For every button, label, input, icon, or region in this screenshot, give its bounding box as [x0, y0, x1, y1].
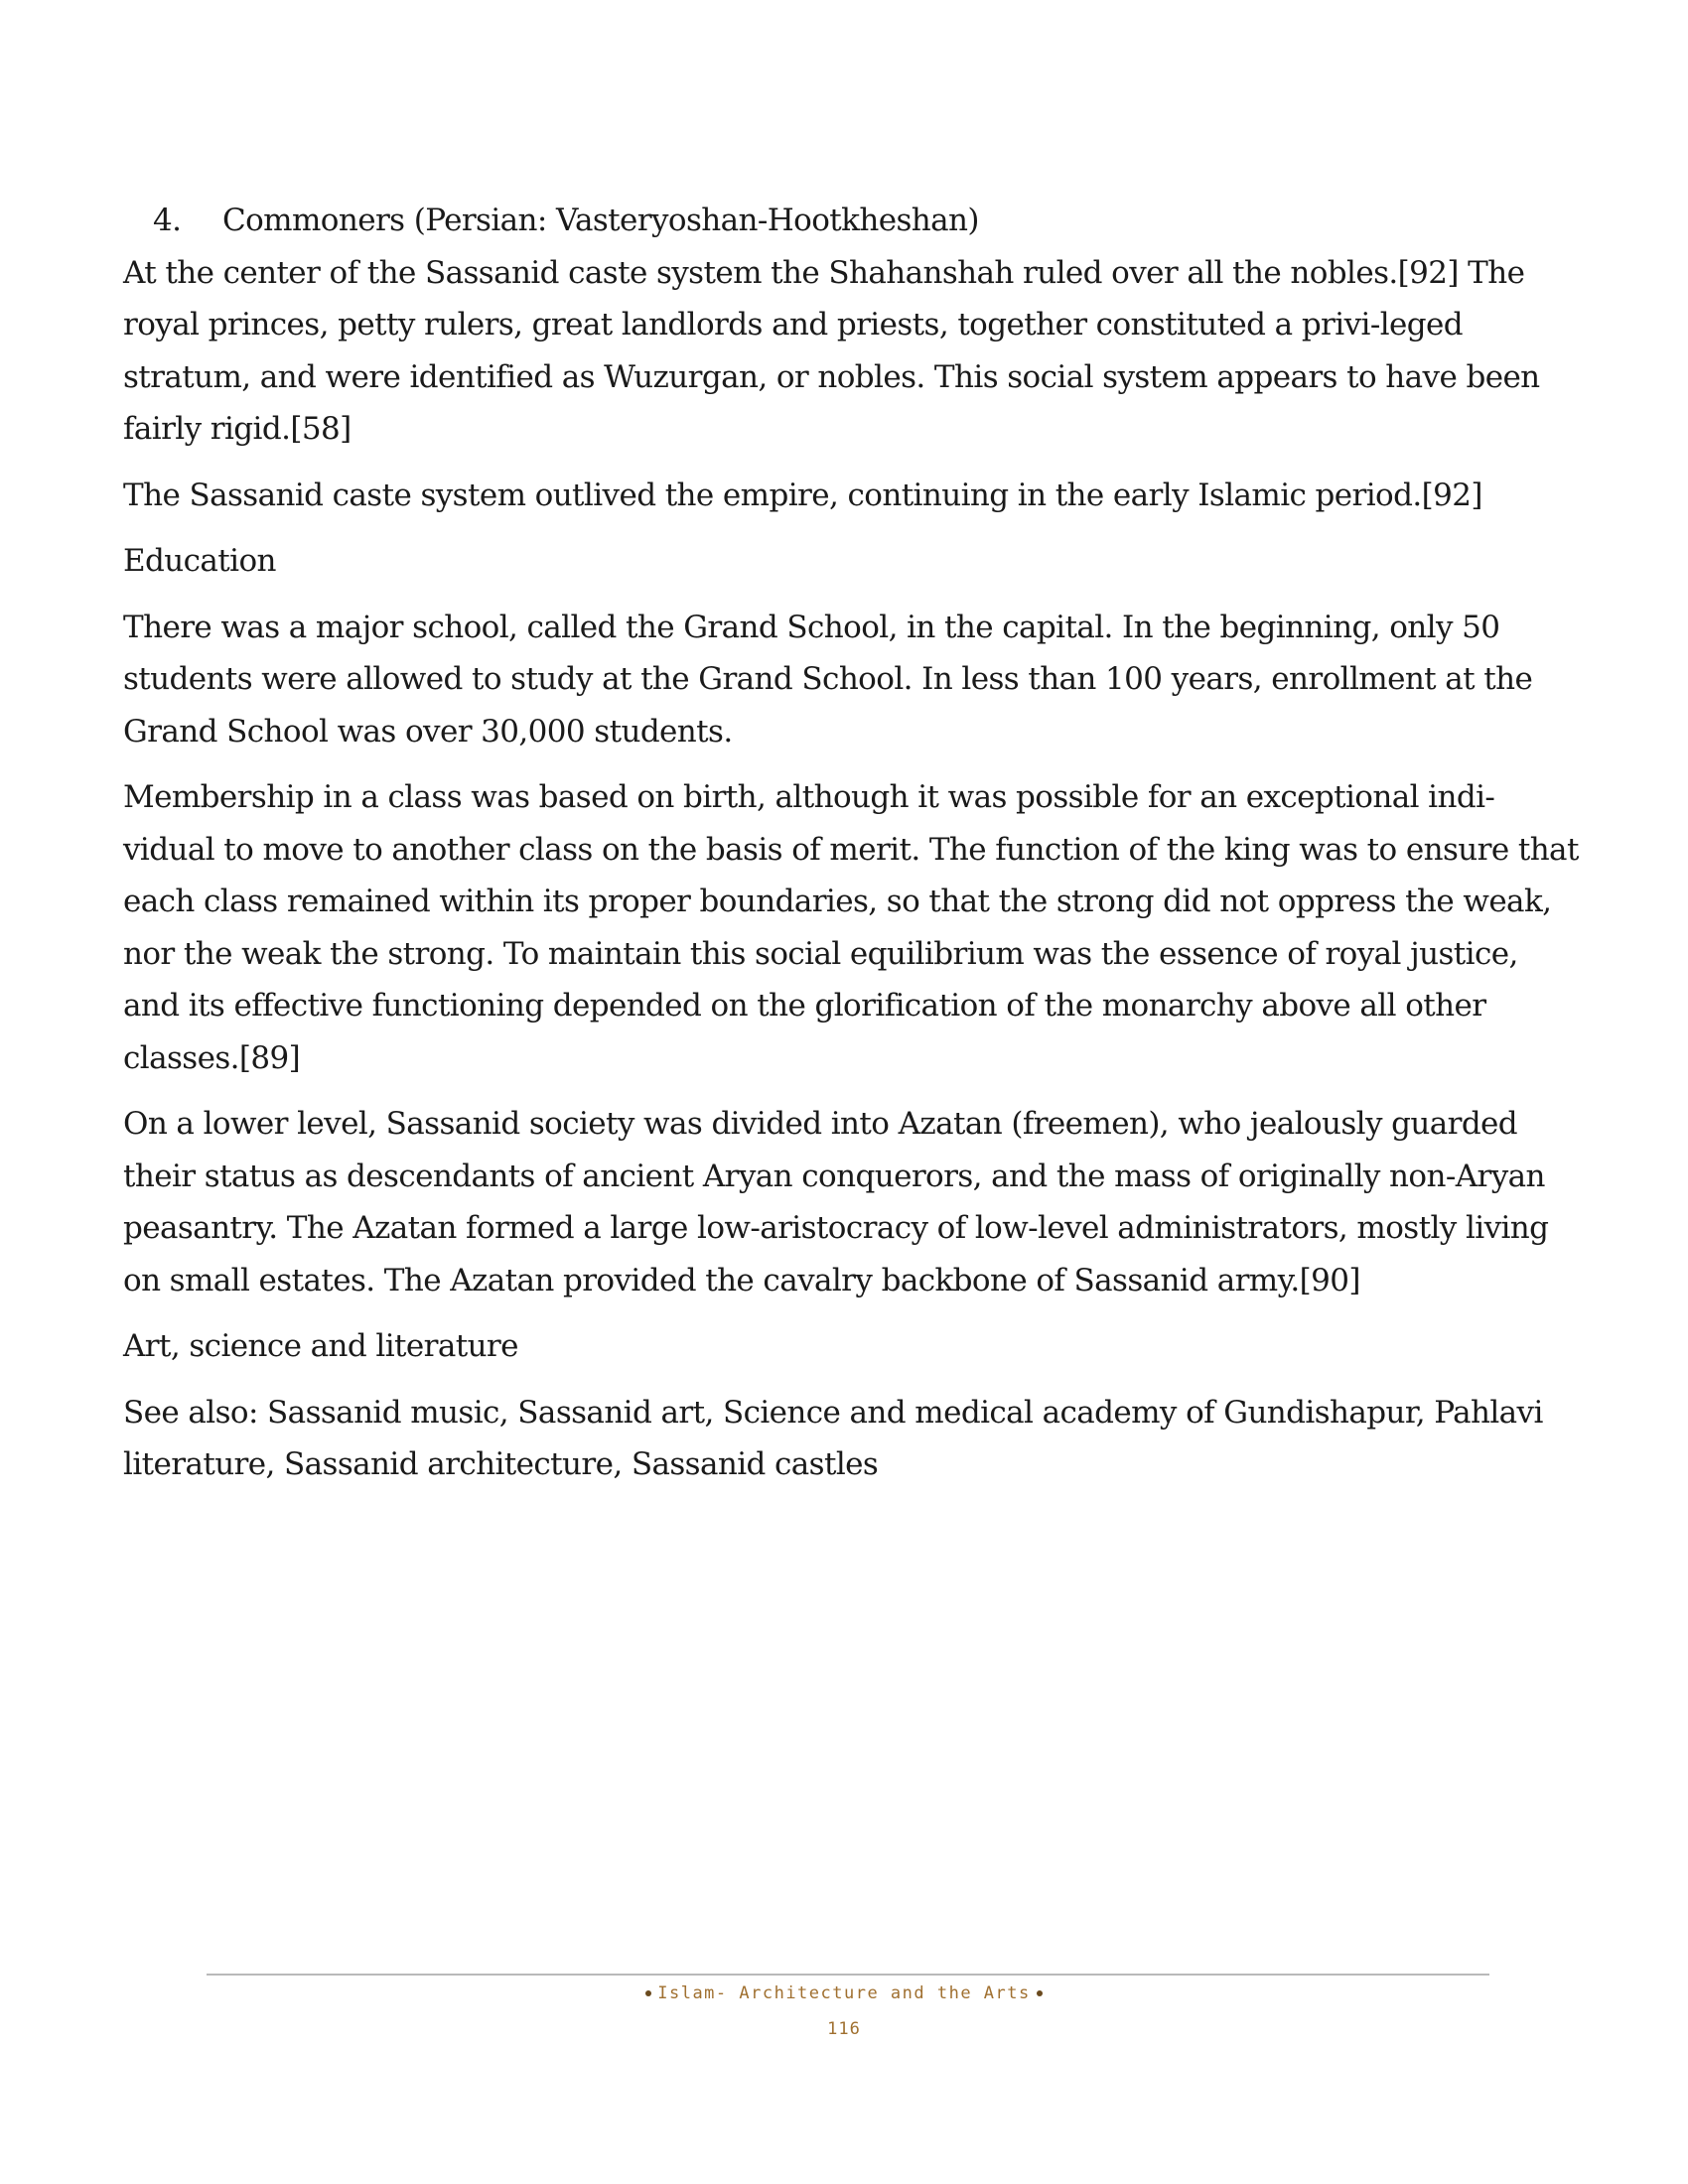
footer-title-text: Islam- Architecture and the Arts: [657, 1983, 1031, 2003]
footer-divider: [207, 1974, 1489, 1976]
paragraph-azatan: On a lower level, Sassanid society was divided into Azatan (freemen), who jealously guarded their status as descendants of ancient Aryan conquerors, and the mass of originally non-Aryan peasantry. The Azatan formed a large low-aristocracy of low-level administrators, mostly living on small estates. The Azatan provided the cavalry backbone of Sassanid army.[90]: [123, 1106, 1549, 1298]
list-item-commoners: [123, 195, 1583, 247]
paragraph-grand-school: There was a major school, called the Grand School, in the capital. In the beginning, only 50 students were allowed to study at the Grand School. In less than 100 years, enrollment at the Grand School was over 30,000 students.: [123, 609, 1533, 750]
footer-running-title: [0, 1983, 1688, 2003]
page-body: [123, 195, 1583, 1491]
paragraph-see-also: See also: Sassanid music, Sassanid art, Science and medical academy of Gundishapur, Pahlavi literature, Sassanid architecture, Sassanid castles: [123, 1394, 1543, 1482]
bullet-dot-icon: [645, 1990, 651, 1996]
list-item-text: Commoners (Persian: Vasteryoshan-Hootkheshan): [222, 203, 979, 238]
list-item-number: 4.: [153, 203, 182, 238]
page-number: 116: [827, 2019, 861, 2039]
paragraph-caste-outlived: The Sassanid caste system outlived the empire, continuing in the early Islamic period.[92]: [123, 477, 1482, 513]
bullet-dot-icon: [1037, 1990, 1043, 1996]
heading-art-science-literature: Art, science and literature: [123, 1328, 518, 1364]
heading-education: Education: [123, 543, 276, 579]
paragraph-class-membership: Membership in a class was based on birth, although it was possible for an exceptional indi-vidual to move to another class on the basis of merit. The function of the king was to ensure that each class remained within its proper boundaries, so that the strong did not oppress the weak, nor the weak the strong. To maintain this social equilibrium was the essence of royal justice, and its effective functioning depended on the glorification of the monarchy above all other classes.[89]: [123, 779, 1579, 1076]
paragraph-caste-system: At the center of the Sassanid caste system the Shahanshah ruled over all the nobles.[92] The royal princes, petty rulers, great landlords and priests, together constituted a privi-leged stratum, and were identified as Wuzurgan, or nobles. This social system appears to have been fairly rigid.[58]: [123, 254, 1540, 447]
